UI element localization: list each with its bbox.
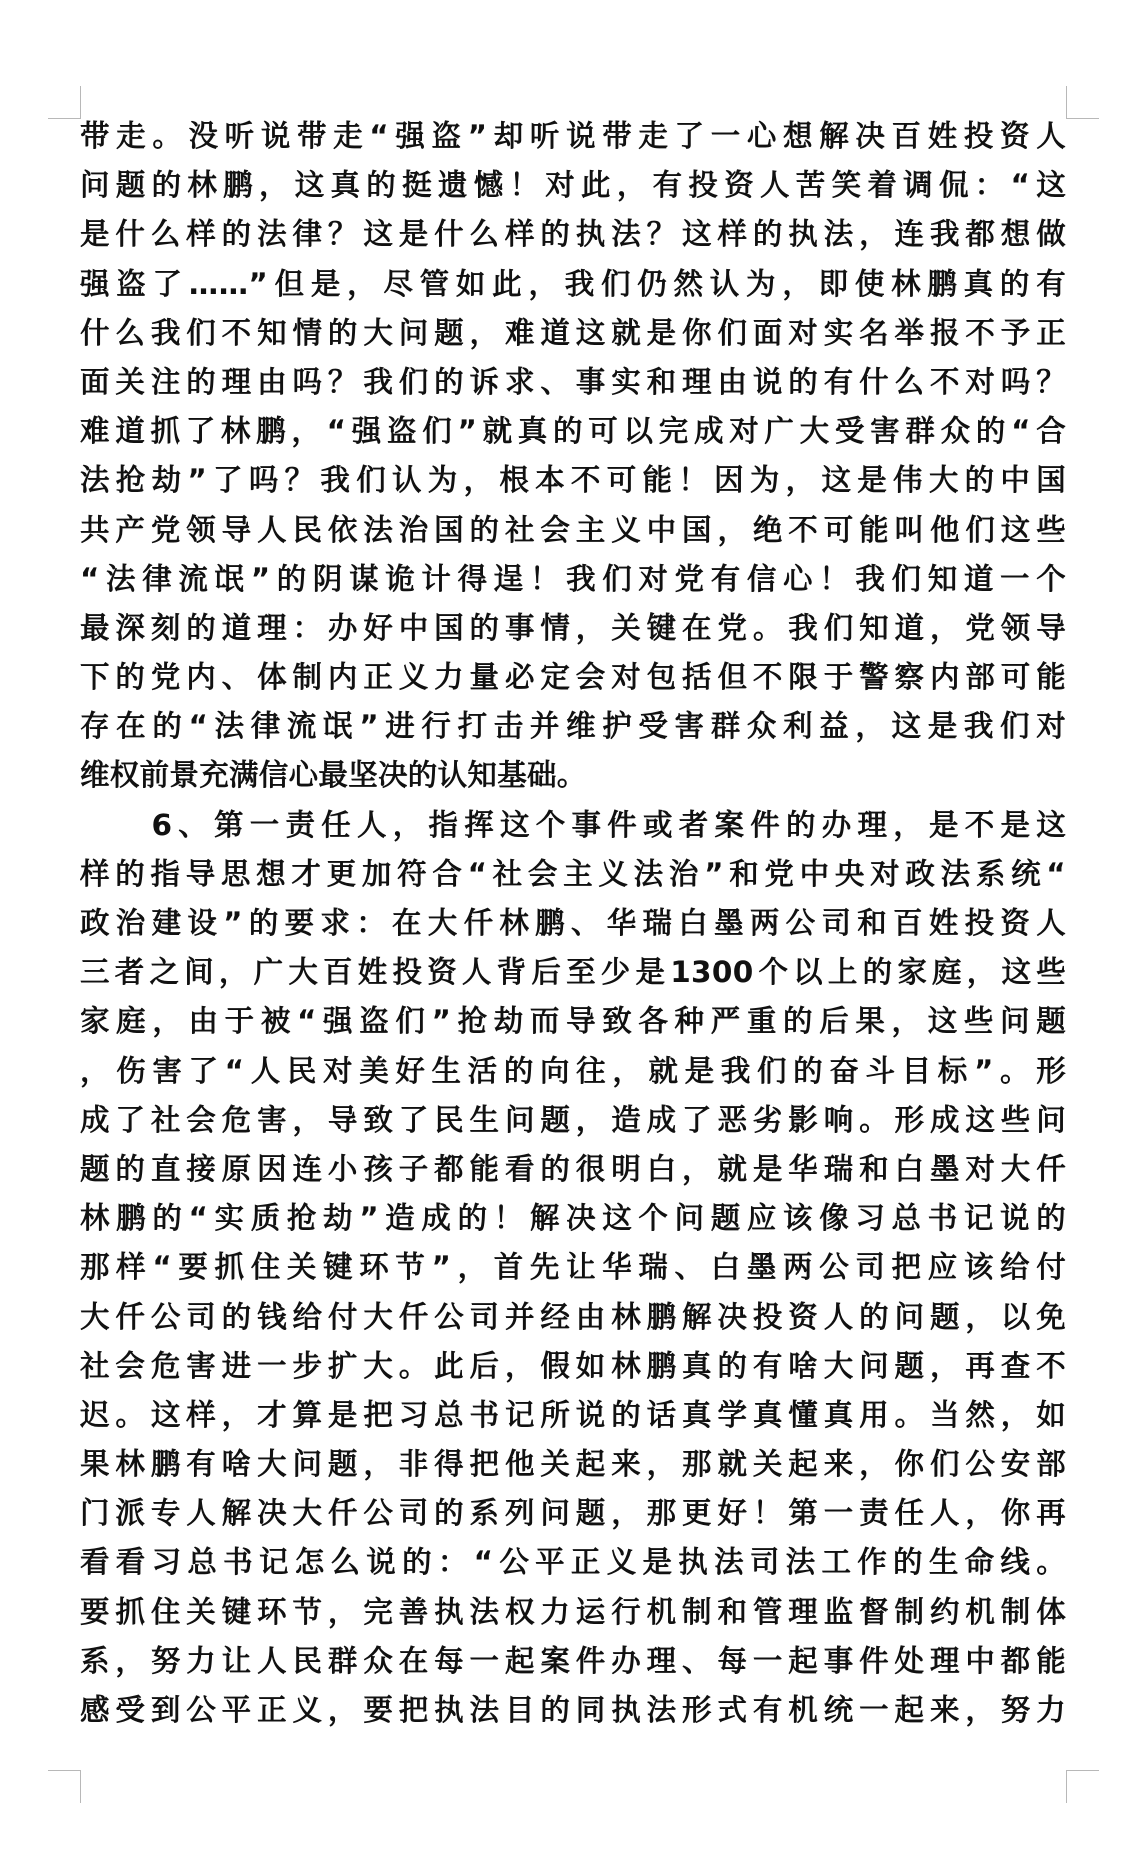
text-line: 系，努力让人民群众在每一起案件办理、每一起事件处理中都能	[80, 1643, 1066, 1678]
crop-mark-top-left	[48, 86, 81, 119]
text-line: 感受到公平正义，要把执法目的同执法形式有机统一起来，努力	[80, 1693, 1066, 1727]
text-line: 家庭，由于被“强盗们”抢劫而导致各种严重的后果，这些问题	[80, 1004, 1066, 1039]
text-line: 林鹏的“实质抢劫”造成的！解决这个问题应该像习总书记说的	[80, 1201, 1066, 1236]
text-line: 带走。没听说带走“强盗”却听说带走了一心想解决百姓投资人	[80, 119, 1066, 153]
text-line: 大仟公司的钱给付大仟公司并经由林鹏解决投资人的问题，以免	[80, 1299, 1066, 1334]
text-line: 三者之间，广大百姓投资人背后至少是1300个以上的家庭，这些	[80, 955, 1066, 990]
text-line: 那样“要抓住关键环节”，首先让华瑞、白墨两公司把应该给付	[80, 1250, 1066, 1285]
text-line: 什么我们不知情的大问题，难道这就是你们面对实名举报不予正	[80, 315, 1066, 350]
text-line: 迟。这样，才算是把习总书记所说的话真学真懂真用。当然，如	[80, 1397, 1066, 1432]
text-line: 样的指导思想才更加符合“社会主义法治”和党中央对政法系统“	[80, 856, 1066, 891]
text-line: 政治建设”的要求：在大仟林鹏、华瑞白墨两公司和百姓投资人	[80, 906, 1066, 940]
text-line: 面关注的理由吗？我们的诉求、事实和理由说的有什么不对吗？	[80, 364, 1066, 399]
text-line: 强盗了……”但是，尽管如此，我们仍然认为，即使林鹏真的有	[80, 266, 1066, 301]
paragraph-end-line: 维权前景充满信心最坚决的认知基础。	[80, 758, 587, 793]
text-line: ，伤害了“人民对美好生活的向往，就是我们的奋斗目标”。形	[80, 1053, 1066, 1088]
text-line: 门派专人解决大仟公司的系列问题，那更好！第一责任人，你再	[80, 1496, 1066, 1531]
text-line: 下的党内、体制内正义力量必定会对包括但不限于警察内部可能	[80, 660, 1066, 695]
text-line: 最深刻的道理：办好中国的事情，关键在党。我们知道，党领导	[80, 610, 1066, 645]
text-line: 题的直接原因连小孩子都能看的很明白，就是华瑞和白墨对大仟	[80, 1151, 1066, 1186]
text-line: 要抓住关键环节，完善执法权力运行机制和管理监督制约机制体	[80, 1594, 1066, 1629]
text-line: 存在的“法律流氓”进行打击并维护受害群众利益，这是我们对	[80, 709, 1066, 744]
body-text	[80, 112, 1066, 1735]
text-line: 6、第一责任人，指挥这个事件或者案件的办理，是不是这	[80, 807, 1066, 842]
crop-mark-bottom-right	[1066, 1770, 1099, 1803]
text-line: 成了社会危害，导致了民生问题，造成了恶劣影响。形成这些问	[80, 1102, 1066, 1137]
text-line: “法律流氓”的阴谋诡计得逞！我们对党有信心！我们知道一个	[80, 561, 1066, 596]
text-line: 难道抓了林鹏，“强盗们”就真的可以完成对广大受害群众的“合	[80, 414, 1066, 449]
text-line: 共产党领导人民依法治国的社会主义中国，绝不可能叫他们这些	[80, 512, 1066, 547]
crop-mark-top-right	[1066, 86, 1099, 119]
text-line: 果林鹏有啥大问题，非得把他关起来，那就关起来，你们公安部	[80, 1447, 1066, 1482]
crop-mark-bottom-left	[48, 1770, 81, 1803]
text-line: 是什么样的法律？这是什么样的执法？这样的执法，连我都想做	[80, 217, 1066, 252]
text-line: 法抢劫”了吗？我们认为，根本不可能！因为，这是伟大的中国	[80, 463, 1066, 498]
text-line: 看看习总书记怎么说的：“公平正义是执法司法工作的生命线。	[80, 1545, 1066, 1580]
text-line: 问题的林鹏，这真的挺遗憾！对此，有投资人苦笑着调侃：“这	[80, 168, 1066, 203]
text-line: 社会危害进一步扩大。此后，假如林鹏真的有啥大问题，再查不	[80, 1348, 1066, 1383]
